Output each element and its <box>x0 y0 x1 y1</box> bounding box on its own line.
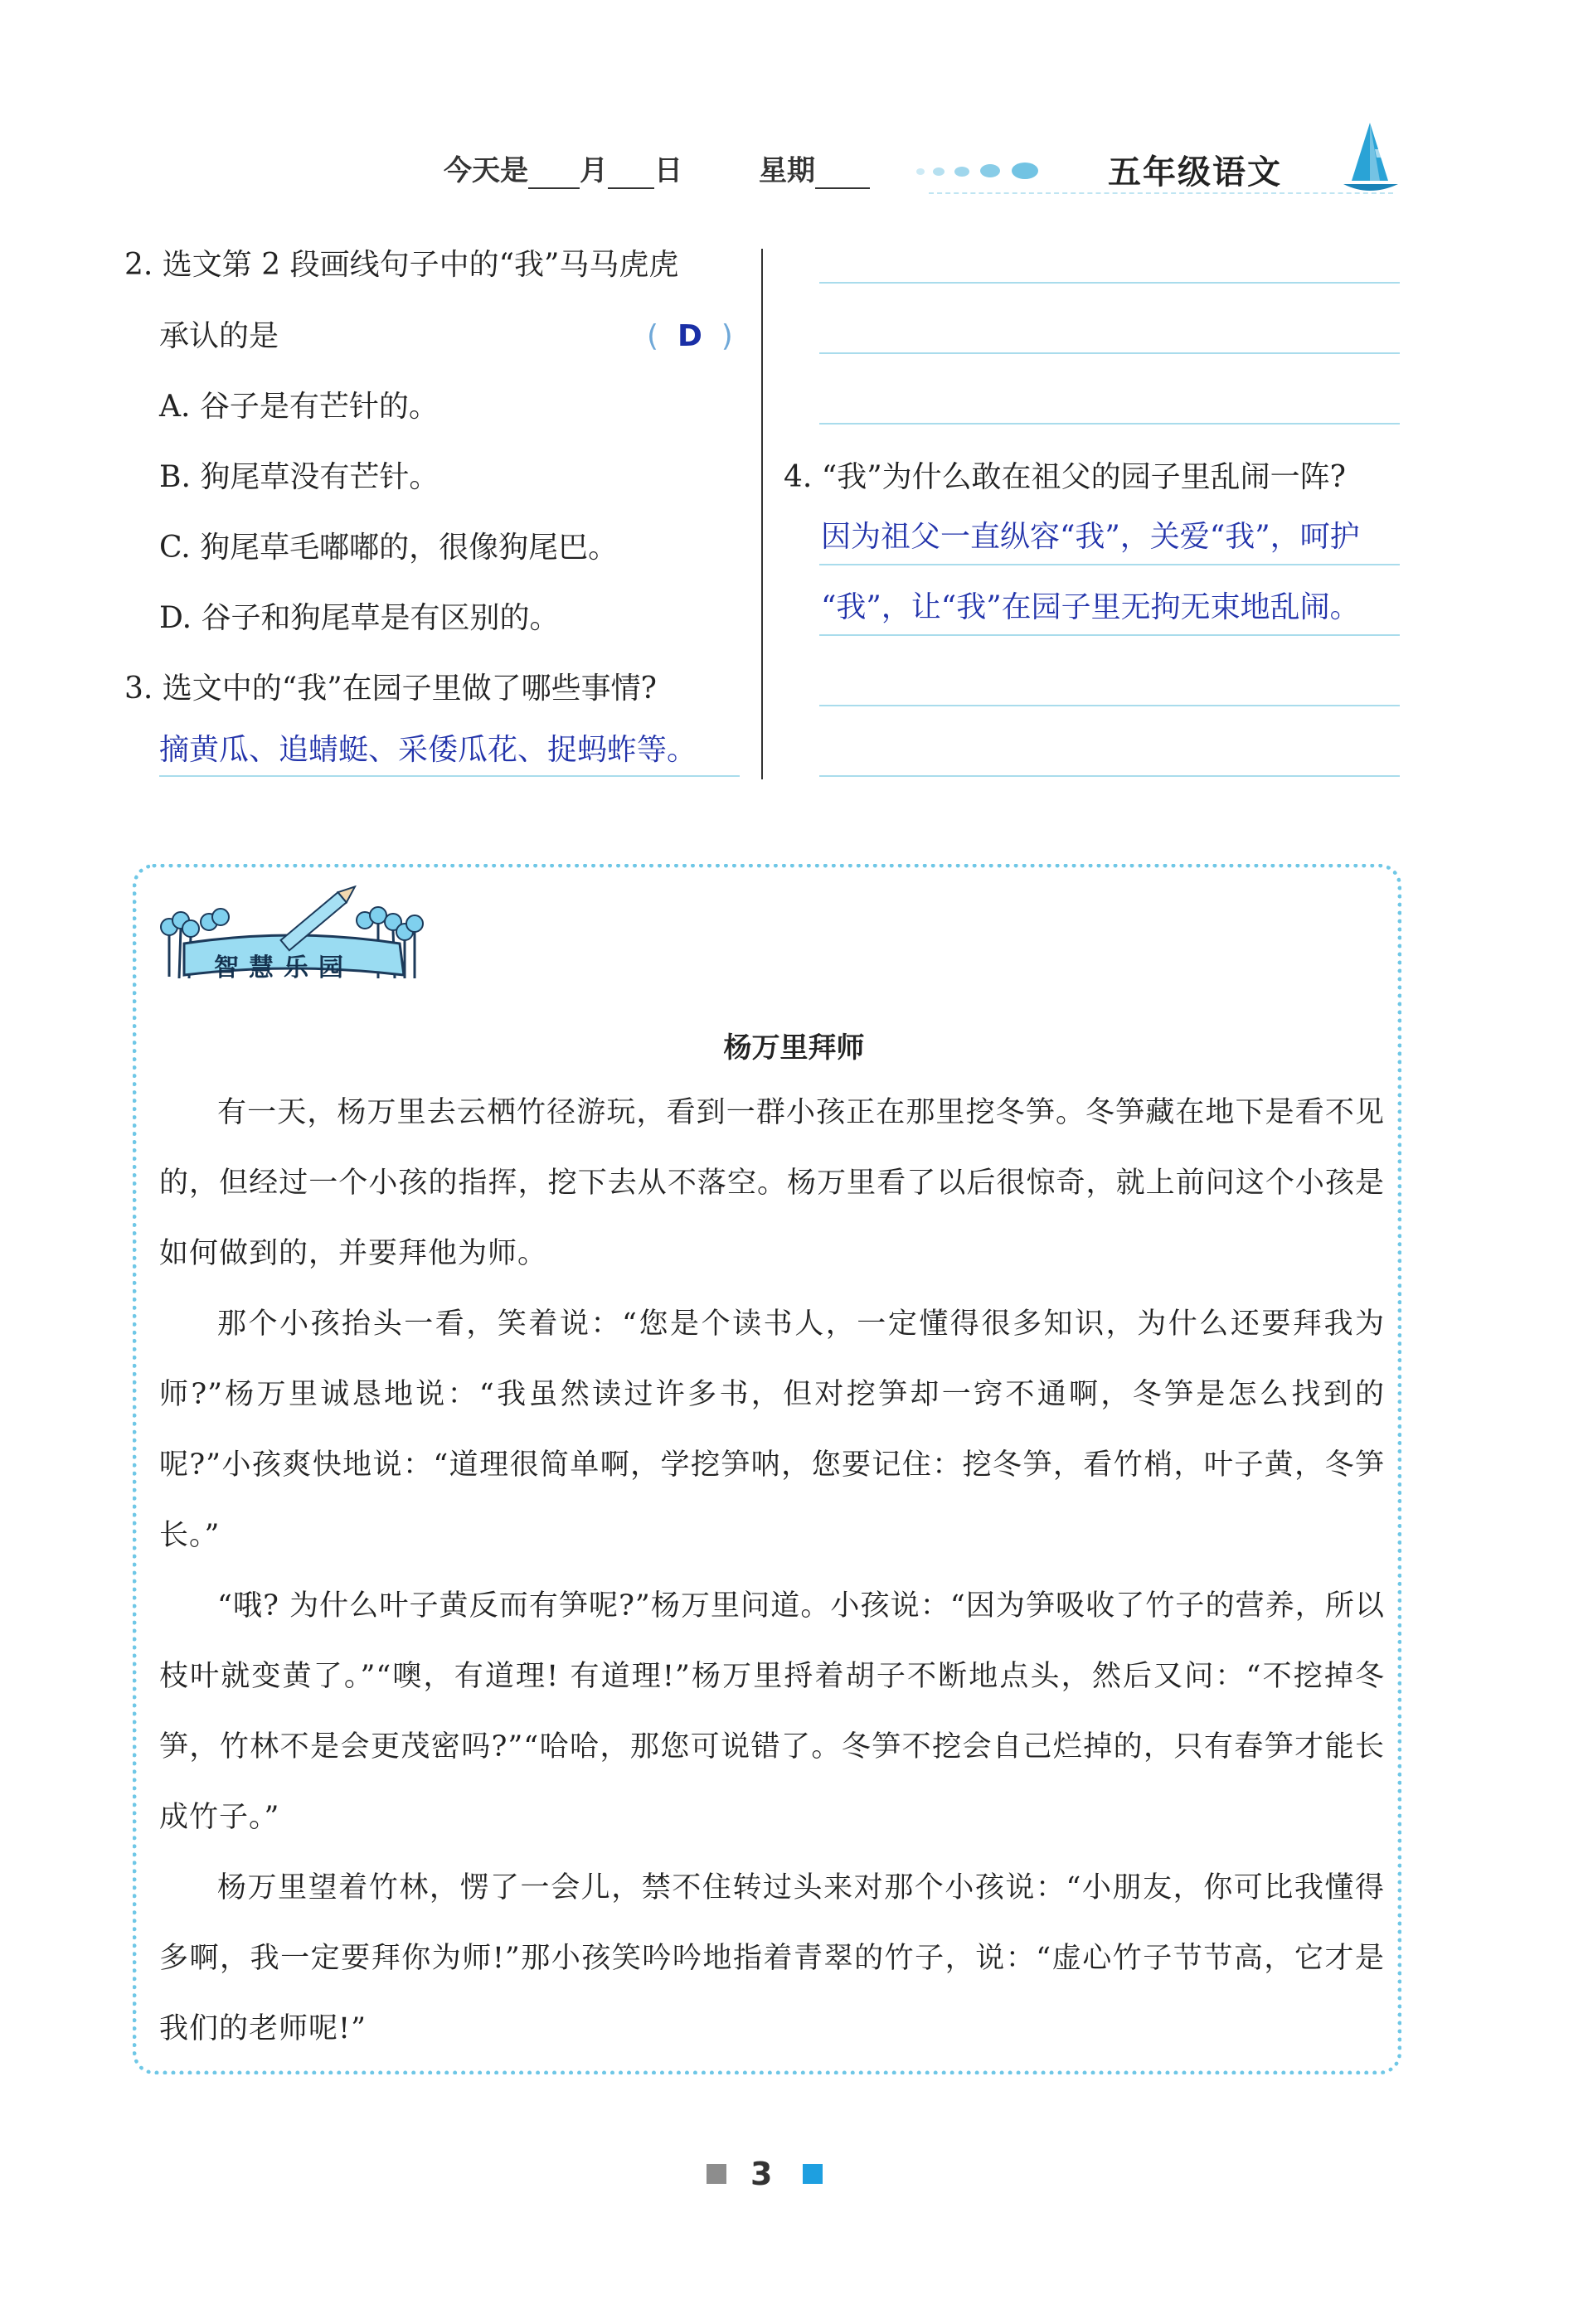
answer-rule <box>819 705 1400 706</box>
weekday-label: 星期 <box>759 154 815 187</box>
question-3-answer: 摘黄瓜、追蜻蜓、采倭瓜花、捉蚂蚱等。 <box>159 733 697 767</box>
question-3: 3. 选文中的“我”在园子里做了哪些事情? <box>124 672 657 706</box>
answer-rule <box>819 282 1400 284</box>
day-label: 日 <box>654 154 682 187</box>
question-2-line-2: 承认的是 <box>159 319 279 353</box>
grade-subject-title: 五年级语文 <box>1108 153 1282 192</box>
option-d: D. 谷子和狗尾草是有区别的。 <box>159 601 560 635</box>
answer-rule <box>819 352 1400 354</box>
month-blank <box>528 154 580 189</box>
option-b: B. 狗尾草没有芒针。 <box>159 460 439 494</box>
story-paragraph-4: 杨万里望着竹林，愣了一会儿，禁不住转过头来对那个小孩说：“小朋友，你可比我懂得多啊，我一定要拜你为师!”那小孩笑吟吟地指着青翠的竹子，说：“虚心竹子节节高，它才是我们的老师呢!” <box>159 1871 1385 2045</box>
page-number: 3 <box>750 2156 773 2192</box>
question-2-line-1: 2. 选文第 2 段画线句子中的“我”马马虎虎 <box>124 248 679 282</box>
question-2-answer-bracket: ( D ) <box>647 319 733 353</box>
story-paragraph-1: 有一天，杨万里去云栖竹径游玩，看到一群小孩正在那里挖冬笋。冬笋藏在地下是看不见的，但经过一个小孩的指挥，挖下去从不落空。杨万里看了以后很惊奇，就上前问这个小孩是如何做到的，并要拜他为师。 <box>159 1096 1385 1270</box>
sailboat-icon <box>1337 116 1403 199</box>
story-title: 杨万里拜师 <box>723 1031 865 1065</box>
answer-rule <box>819 634 1400 636</box>
story-paragraph-2: 那个小孩抬头一看，笑着说：“您是个读书人，一定懂得很多知识，为什么还要拜我为师?”杨万里诚恳地说：“我虽然读过许多书，但对挖笋却一窍不通啊，冬笋是怎么找到的呢?”小孩爽快地说：“道理很简单啊，学挖笋呐，您要记住：挖冬笋，看竹梢，叶子黄，冬笋长。” <box>159 1308 1385 1552</box>
question-4: 4. “我”为什么敢在祖父的园子里乱闹一阵? <box>784 460 1346 494</box>
month-label: 月 <box>580 154 608 187</box>
date-line <box>444 148 870 189</box>
decorative-dots <box>904 153 1070 187</box>
weekday-blank <box>815 154 870 189</box>
column-divider <box>761 249 763 779</box>
option-c: C. 狗尾草毛嘟嘟的，很像狗尾巴。 <box>159 531 619 565</box>
page-marker-blue <box>803 2164 823 2184</box>
answer-rule <box>819 564 1400 565</box>
day-blank <box>608 154 654 189</box>
page-marker-gray <box>707 2164 726 2184</box>
story-paragraph-3: “哦? 为什么叶子黄反而有笋呢?”杨万里问道。小孩说：“因为笋吸收了竹子的营养，所以枝叶就变黄了。”“噢，有道理! 有道理!”杨万里捋着胡子不断地点头，然后又问：“不挖掉冬笋，竹林不是会更茂密吗?”“哈哈，那您可说错了。冬笋不挖会自己烂掉的，只有春笋才能长成竹子。” <box>159 1589 1385 1834</box>
answer-rule <box>159 775 740 777</box>
answer-rule <box>819 423 1400 425</box>
question-2-answer: D <box>677 319 702 353</box>
header-underline <box>929 192 1393 194</box>
section-badge-label: 智慧乐园 <box>214 953 353 982</box>
question-4-answer-line-2: “我”，让“我”在园子里无拘无束地乱闹。 <box>821 590 1360 624</box>
question-4-answer-line-1: 因为祖父一直纵容“我”，关爱“我”，呵护 <box>821 520 1360 554</box>
answer-rule <box>819 775 1400 777</box>
today-label: 今天是 <box>444 154 528 187</box>
option-a: A. 谷子是有芒针的。 <box>159 390 439 424</box>
